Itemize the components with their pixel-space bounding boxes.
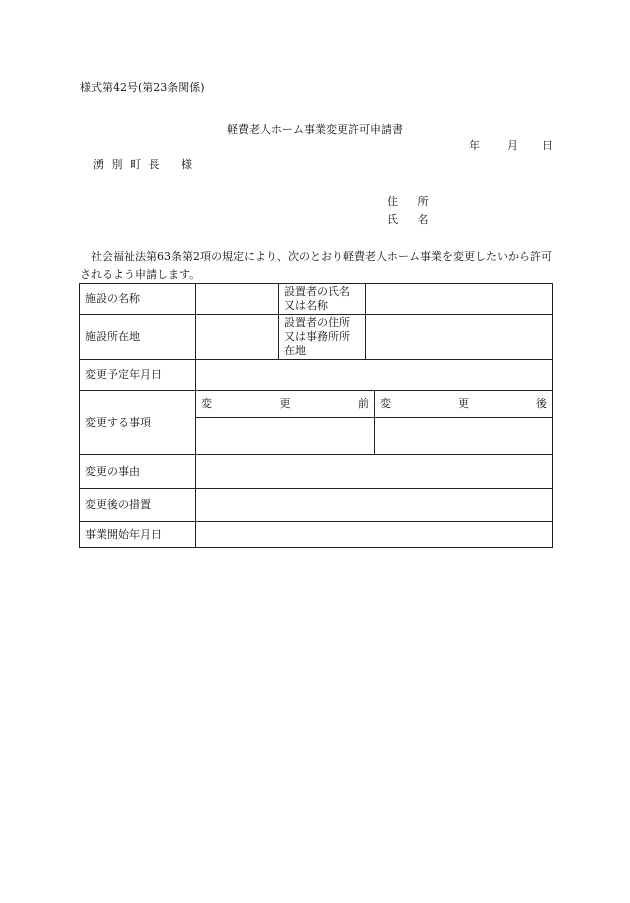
change-reason-field[interactable]	[196, 455, 553, 489]
facility-location-field[interactable]	[196, 315, 279, 360]
founder-name-field[interactable]	[366, 284, 553, 315]
after-change-header	[375, 391, 553, 418]
before-change-char-2: 更	[279, 397, 291, 410]
before-change-field[interactable]	[196, 418, 375, 455]
founder-name-label-line2: 又は名称	[284, 299, 328, 312]
date-month-label: 月	[507, 139, 518, 152]
document-title: 軽費老人ホーム事業変更許可申請書	[227, 123, 403, 136]
table-row	[80, 489, 553, 522]
founder-name-label-line1: 設置者の氏名	[284, 285, 350, 298]
business-start-date-field[interactable]	[196, 522, 553, 548]
applicant-address-label: 住 所	[387, 195, 437, 208]
before-change-header	[196, 391, 375, 418]
after-change-char-3: 後	[536, 397, 547, 410]
founder-address-label-line2: 又は事務所所	[284, 330, 350, 343]
application-statement: 社会福祉法第63条第2項の規定により、次のとおり軽費老人ホーム事業を変更したいから許可されるよう申請します。	[80, 250, 552, 281]
addressee-name: 湧 別 町 長	[93, 158, 162, 171]
table-row	[80, 391, 553, 418]
change-reason-label: 変更の事由	[80, 455, 196, 489]
table-row	[80, 522, 553, 548]
founder-address-label	[279, 315, 366, 360]
changed-items-label: 変更する事項	[80, 391, 196, 455]
business-start-date-label: 事業開始年月日	[80, 522, 196, 548]
table-row	[80, 315, 553, 360]
before-change-char-3: 前	[358, 397, 369, 410]
facility-location-label: 施設所在地	[80, 315, 196, 360]
before-change-char-1: 変	[201, 397, 212, 410]
after-change-field[interactable]	[375, 418, 553, 455]
after-change-char-2: 更	[458, 397, 469, 410]
table-row	[80, 360, 553, 391]
post-change-measures-label: 変更後の措置	[80, 489, 196, 522]
date-day-label: 日	[542, 139, 553, 152]
facility-name-label: 施設の名称	[80, 284, 196, 315]
table-row	[80, 455, 553, 489]
application-form-table	[79, 283, 553, 548]
founder-address-field[interactable]	[366, 315, 553, 360]
date-year-label: 年	[469, 139, 480, 152]
planned-change-date-label: 変更予定年月日	[80, 360, 196, 391]
founder-name-label	[279, 284, 366, 315]
founder-address-label-line3: 在地	[284, 344, 306, 357]
applicant-name-label: 氏 名	[387, 213, 437, 226]
planned-change-date-field[interactable]	[196, 360, 553, 391]
facility-name-field[interactable]	[196, 284, 279, 315]
addressee-honorific: 様	[181, 158, 194, 171]
form-number: 様式第42号(第23条関係)	[80, 81, 205, 94]
addressee	[93, 158, 194, 172]
founder-address-label-line1: 設置者の住所	[284, 316, 350, 329]
after-change-char-1: 変	[380, 397, 391, 410]
table-row	[80, 284, 553, 315]
post-change-measures-field[interactable]	[196, 489, 553, 522]
